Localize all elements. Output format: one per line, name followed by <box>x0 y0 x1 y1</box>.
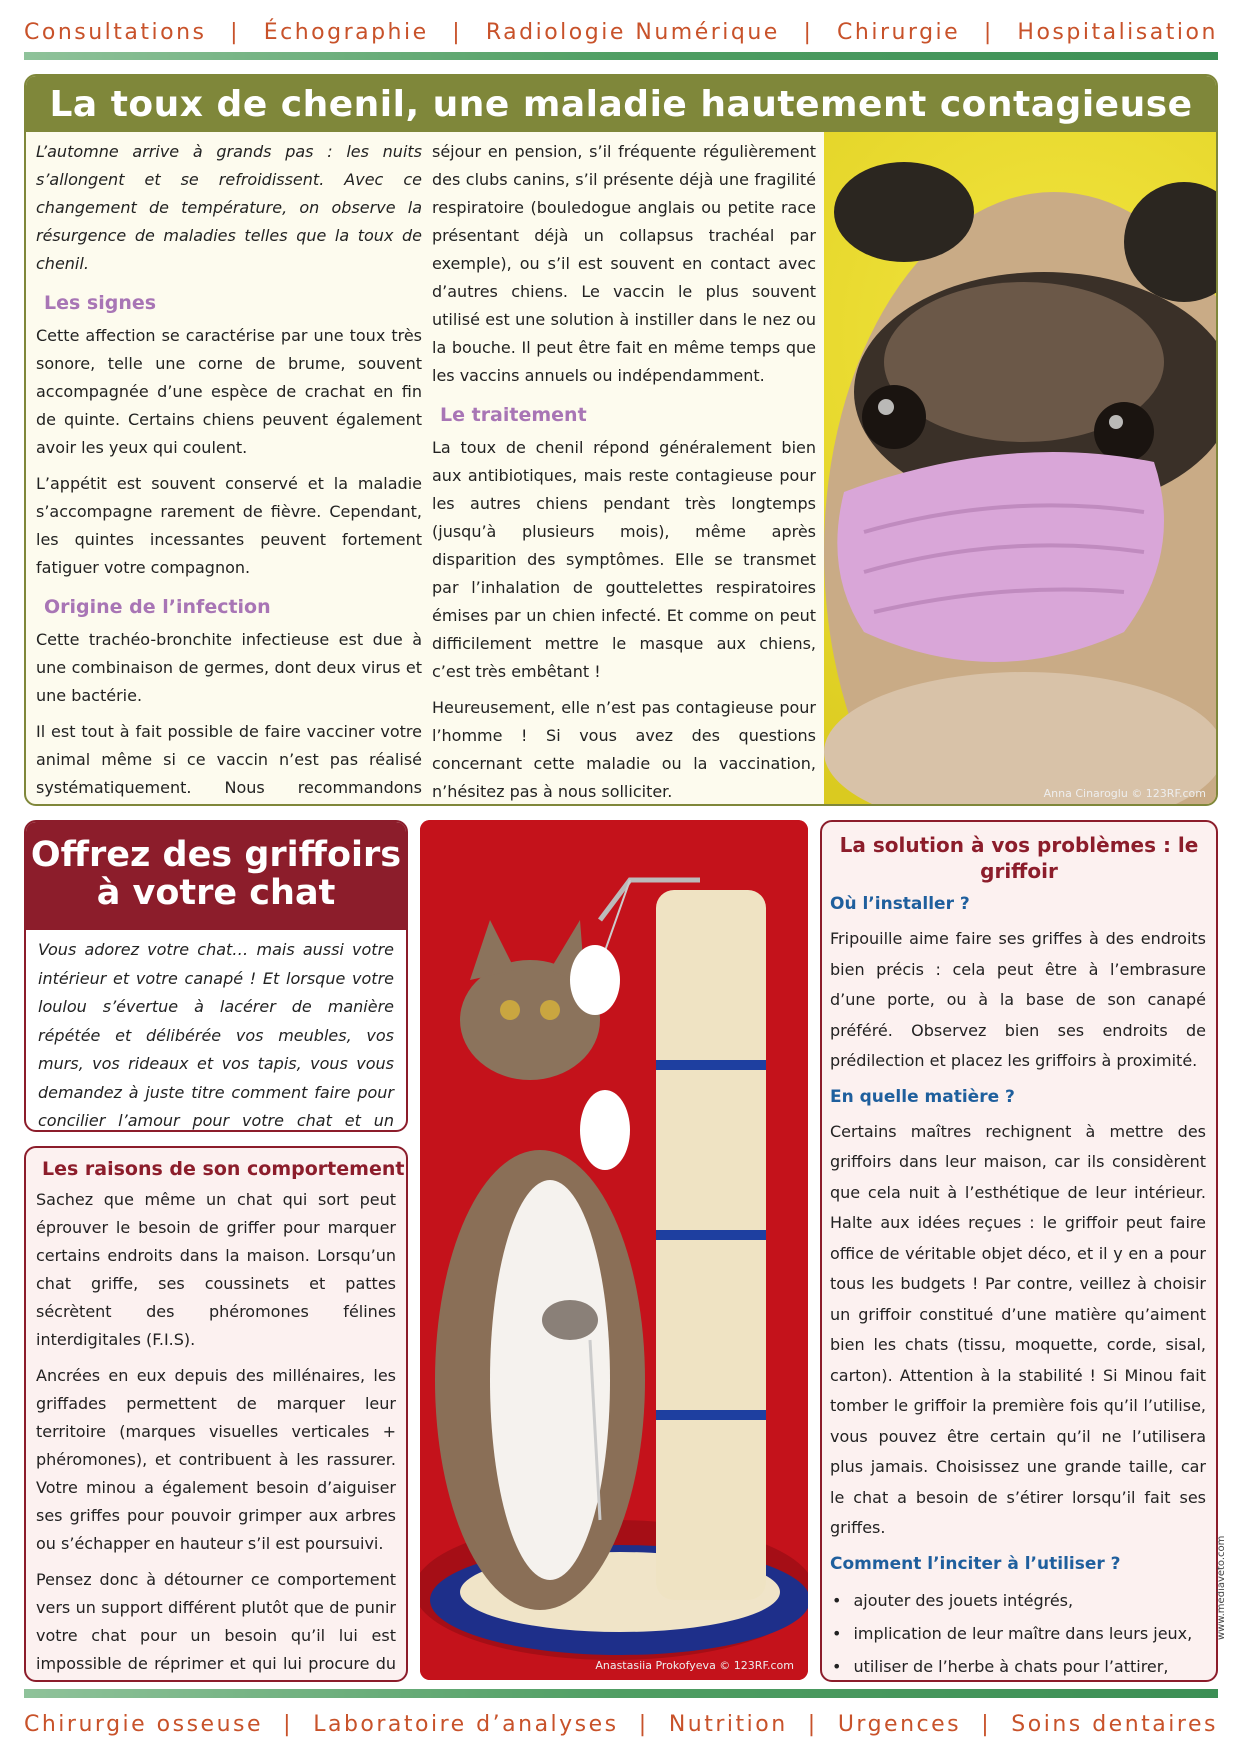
section-heading-origine: Origine de l’infection <box>44 596 271 618</box>
service-item: Échographie <box>263 19 429 45</box>
article-intro: Vous adorez votre chat… mais aussi votre intérieur et votre canapé ! Et lorsque votre loulou s’évertue à lacérer de manière répétée et délibérée vos meubles, vos murs, vos rideaux et vos tapis, vous vous demandez à juste titre comment faire pour concilier l’amour pour votre chat et un <box>38 940 394 1130</box>
paragraph: Certains maîtres rechignent à mettre des griffoirs dans leur maison, car ils considèrent que cela nuit à l’esthétique de leur intérieur. Halte aux idées reçues : le griffoir peut faire office de véritable objet déco, et il y en a pour tous les budgets ! Par contre, veillez à choisir un griffoir constitué d’une matière qu’aiment bien les chats (tissu, moquette, corde, sisal, carton). Attention à la stabilité ! Si Minou fait tomber le griffoir la première fois qu’il l’utilise, vous pouvez être certain qu’il ne l’utilisera plus jamais. Choisissez une grande taille, car le chat a besoin de s’étirer lorsqu’il fait ses griffes. <box>830 1121 1206 1537</box>
separator: | <box>803 19 814 45</box>
paragraph: Heureusement, elle n’est pas contagieuse pour l’homme ! Si vous avez des questions concernant cette maladie ou la vaccination, n’hésitez pas à nous solliciter. <box>432 698 816 801</box>
separator: | <box>981 1711 992 1737</box>
separator: | <box>230 19 241 45</box>
service-item: Hospitalisation <box>1017 19 1218 45</box>
service-item: Nutrition <box>668 1711 788 1737</box>
list-item: • ajouter des jouets intégrés, <box>832 1584 1216 1617</box>
article-title <box>26 822 406 930</box>
cat-illustration <box>420 820 808 1680</box>
paragraph: L’appétit est souvent conservé et la maladie s’accompagne rarement de fièvre. Cependant, les quintes incessantes peuvent fortement fatiguer votre compagnon. <box>36 474 422 577</box>
top-services-nav <box>24 14 1218 50</box>
pug-illustration <box>824 132 1218 806</box>
cat-scratching-post-photo <box>420 820 808 1680</box>
paragraph: Fripouille aime faire ses griffes à des endroits bien précis : cela peut être à l’embrasure d’une porte, ou à la base de son canapé préféré. Observez bien ses endroits de prédilection et placez les griffoirs à proximité. <box>830 929 1206 1070</box>
photo-credit: Anna Cinaroglu © 123RF.com <box>1043 787 1206 800</box>
section-body <box>26 1186 406 1682</box>
section-heading-signes: Les signes <box>44 292 157 314</box>
separator: | <box>283 1711 294 1737</box>
subheading-encourage: Comment l’inciter à l’utiliser ? <box>830 1553 1121 1574</box>
separator: | <box>638 1711 649 1737</box>
paragraph: Sachez que même un chat qui sort peut éprouver le besoin de griffer pour marquer certains endroits dans la maison. Lorsqu’un chat griffe, ses coussinets et pattes sécrètent des phéromones félines interdigitales (F.I.S). <box>36 1190 396 1349</box>
list-item: • implication de leur maître dans leurs jeux, <box>832 1617 1216 1650</box>
service-item: Chirurgie <box>837 19 961 45</box>
section-heading-traitement: Le traitement <box>440 404 587 426</box>
article-title: La toux de chenil, une maladie hautement contagieuse <box>26 76 1216 132</box>
paragraph: Cette affection se caractérise par une toux très sonore, telle une corne de brume, souvent accompagnée d’une espèce de crachat en fin de quinte. Certains chiens peuvent également avoir les yeux qui coulent. <box>36 326 422 457</box>
top-green-rule <box>24 52 1218 60</box>
paragraph: Pensez donc à détourner ce comportement vers un support différent plutôt que de punir votre chat pour un besoin qu’il lui est impossible de réprimer et qui lui procure du <box>36 1570 396 1673</box>
photo-credit: Anastasiia Prokofyeva © 123RF.com <box>595 1659 794 1672</box>
section-heading-solution: La solution à vos problèmes : le griffoir <box>839 833 1199 883</box>
paragraph: Ancrées en eux depuis des millénaires, les griffades permettent de marquer leur territoire (marques visuelles verticales + phéromones), et contribuent à les rassurer. Votre minou a également besoin d’aiguiser ses griffes pour pouvoir grimper aux arbres ou s’échapper en hauteur s’il est poursuivi. <box>36 1366 396 1553</box>
service-item: Radiologie Numérique <box>485 19 780 45</box>
service-item: Chirurgie osseuse <box>24 1711 264 1737</box>
service-item: Consultations <box>24 19 207 45</box>
article-column-2 <box>432 138 816 806</box>
separator: | <box>983 19 994 45</box>
separator: | <box>807 1711 818 1737</box>
subheading-material: En quelle matière ? <box>830 1086 1015 1107</box>
behavior-reasons-box <box>24 1146 408 1682</box>
service-item: Laboratoire d’analyses <box>313 1711 619 1737</box>
service-item: Urgences <box>837 1711 962 1737</box>
website-url: www.mediaveto.com <box>1216 1535 1227 1640</box>
list-item: • utiliser de l’herbe à chats pour l’attirer, <box>832 1650 1216 1683</box>
title-line: Offrez des griffoirs <box>30 835 402 875</box>
separator: | <box>452 19 463 45</box>
article-column-1 <box>36 138 422 806</box>
tips-list <box>822 1584 1216 1683</box>
scratching-post-intro-box <box>24 820 408 1132</box>
paragraph: Il est tout à fait possible de faire vacciner votre animal même si ce vaccin n’est pas réalisé systématiquement. Nous recommandons <box>36 722 422 797</box>
paragraph: La toux de chenil répond généralement bien aux antibiotiques, mais reste contagieuse pour les autres chiens pendant très longtemps (jusqu’à plusieurs mois), même après disparition des symptômes. Elle se transmet par l’inhalation de gouttelettes respiratoires émises par un chien infecté. Et comme on peut difficilement mettre le masque aux chiens, c’est très embêtant ! <box>432 438 816 681</box>
subheading-where: Où l’installer ? <box>830 894 970 914</box>
paragraph: séjour en pension, s’il fréquente régulièrement des clubs canins, s’il présente déjà une fragilité respiratoire (bouledogue anglais ou petite race présentant déjà un collapsus trachéal par exemple), ou s’il est souvent en contact avec d’autres chiens. Le vaccin le plus souvent utilisé est une solution à instiller dans le nez ou la bouche. Il peut être fait en même temps que les vaccins annuels ou indépendamment. <box>432 142 816 385</box>
paragraph: Cette trachéo-bronchite infectieuse est due à une combinaison de germes, dont deux virus et une bactérie. <box>36 630 422 705</box>
pug-with-mask-photo <box>824 132 1218 806</box>
section-body <box>822 1117 1216 1544</box>
section-heading-raisons: Les raisons de son comportement <box>42 1158 405 1180</box>
bottom-services-nav <box>24 1704 1218 1744</box>
service-item: Soins dentaires <box>1011 1711 1218 1737</box>
bottom-green-rule <box>24 1689 1218 1698</box>
title-line: à votre chat <box>96 873 336 913</box>
section-body <box>822 924 1216 1077</box>
kennel-cough-article <box>24 74 1218 806</box>
article-intro: L’automne arrive à grands pas : les nuits s’allongent et se refroidissent. Avec ce changement de température, on observe la résurgence de maladies telles que la toux de chenil. <box>36 142 422 273</box>
solution-box <box>820 820 1218 1682</box>
